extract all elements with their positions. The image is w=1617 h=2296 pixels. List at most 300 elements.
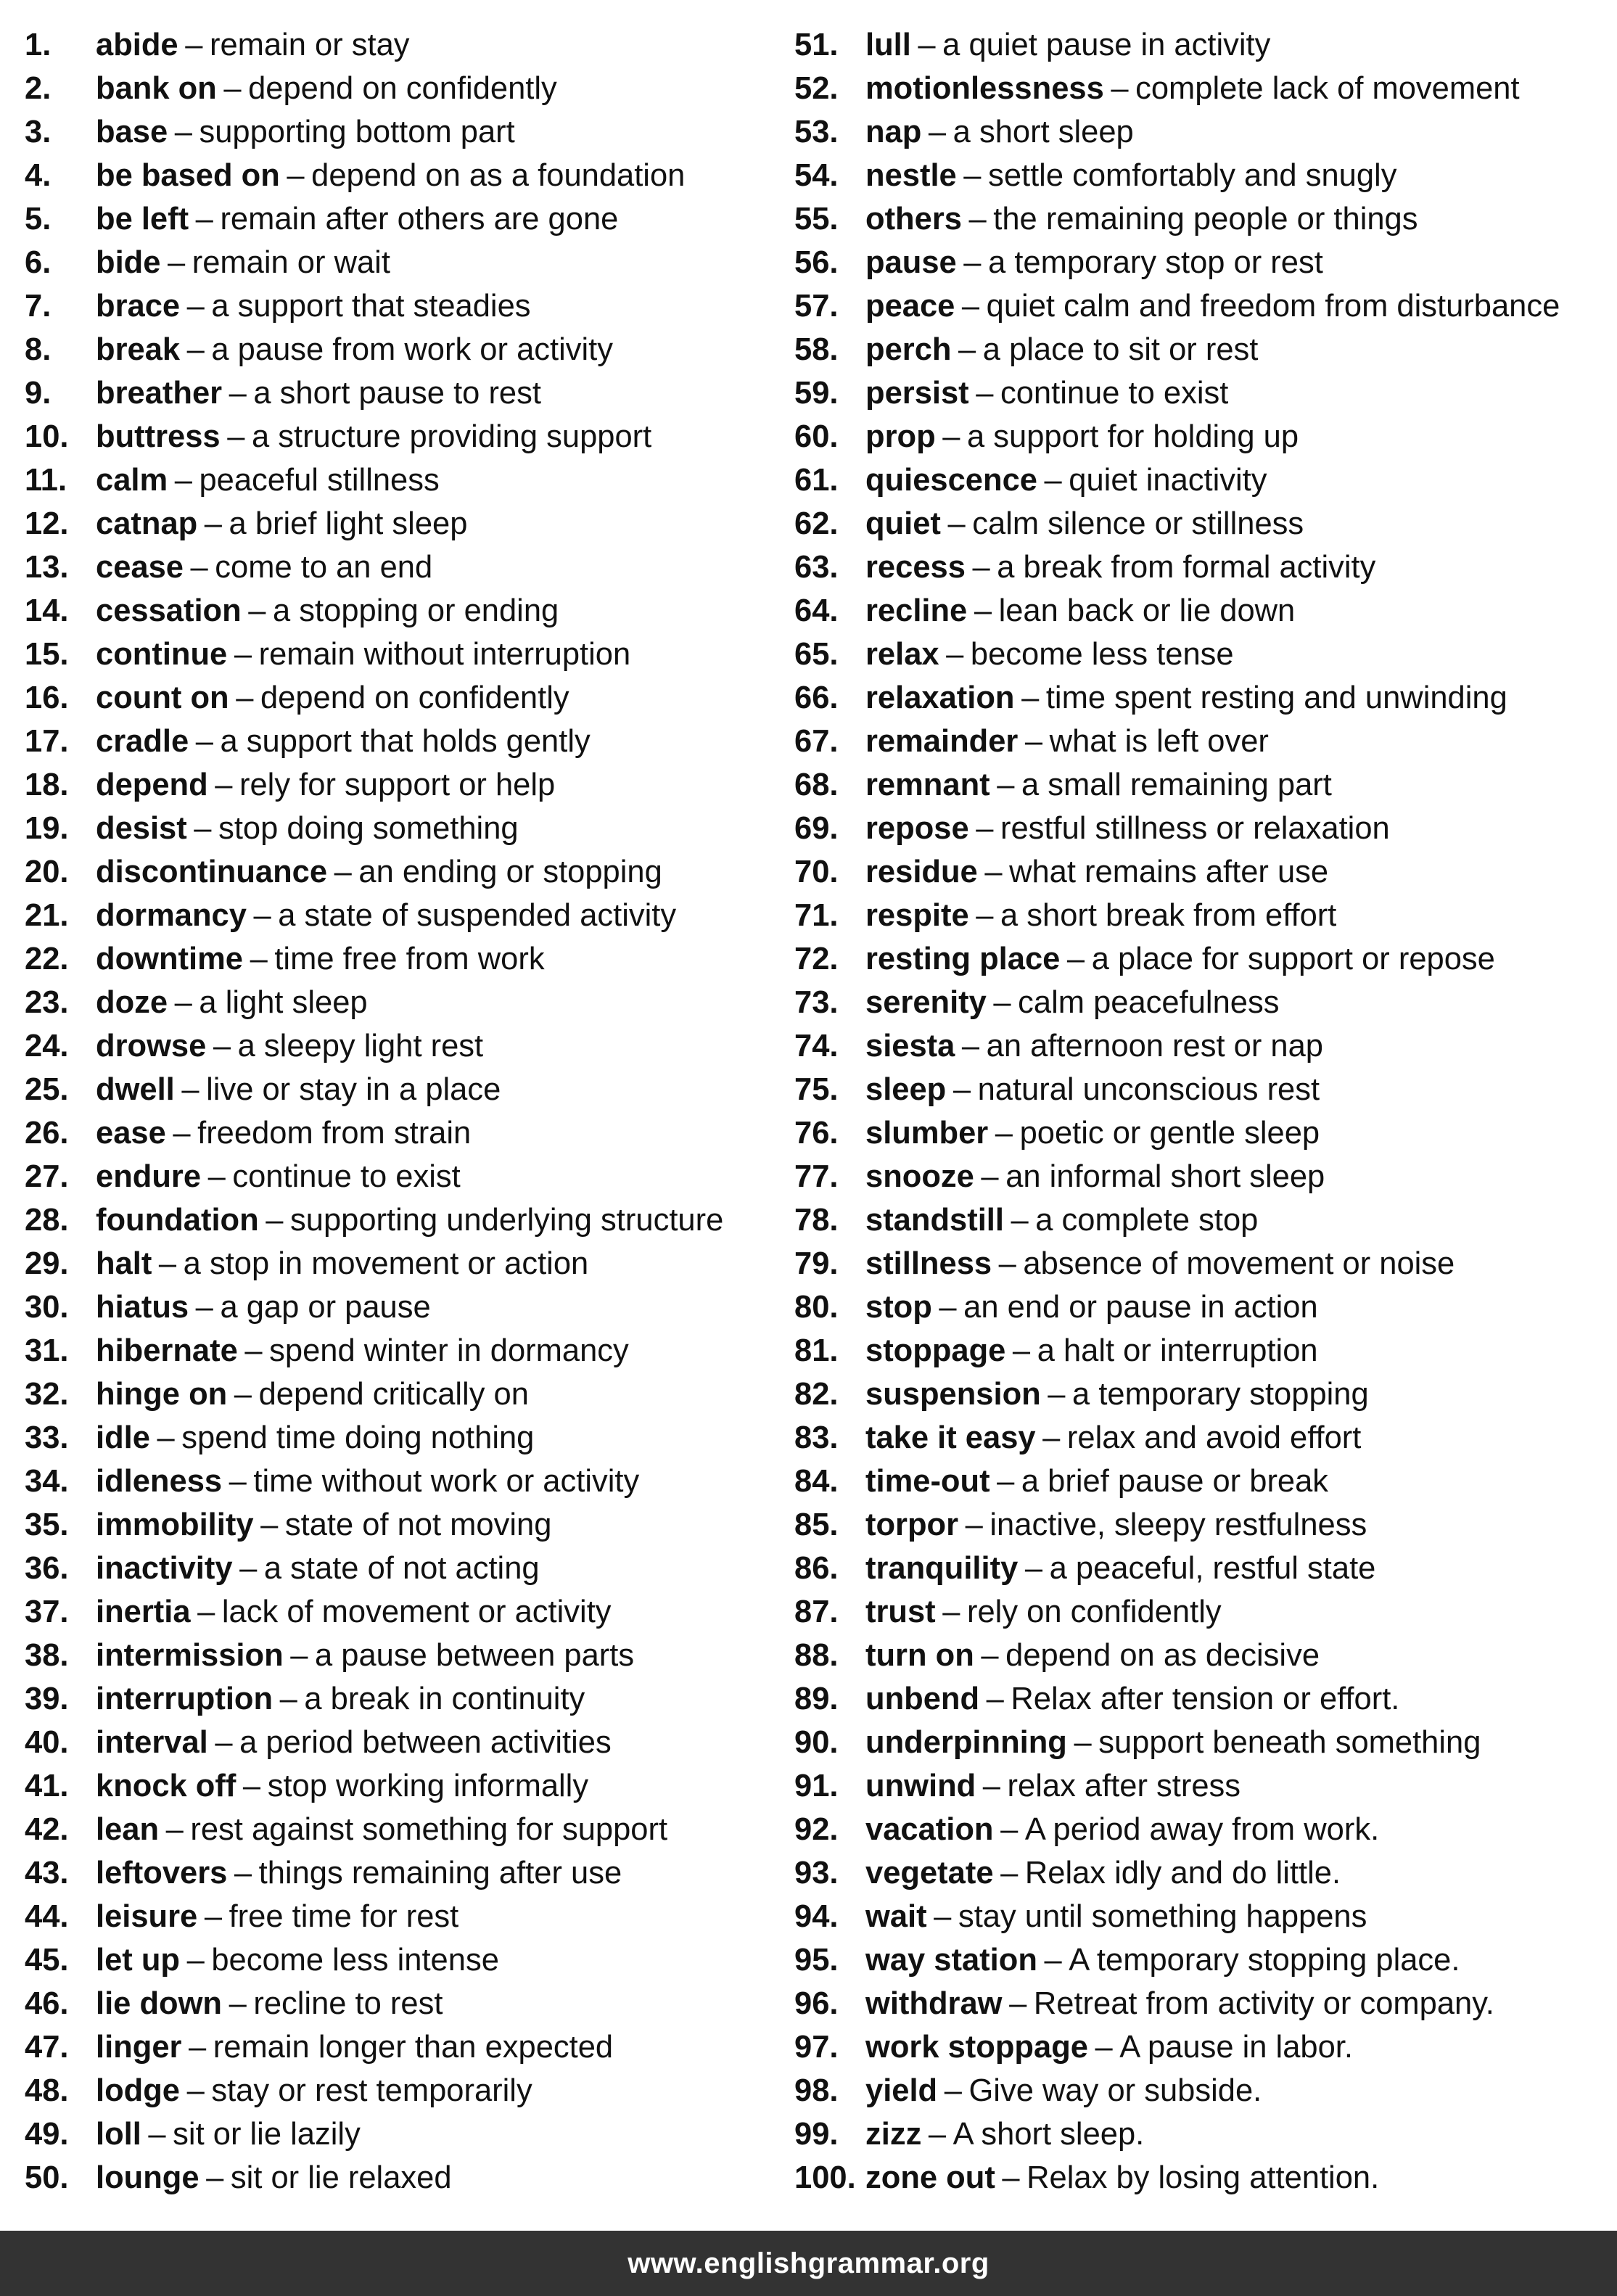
item-number: 43.: [25, 1856, 69, 1890]
item-term: prop: [865, 419, 936, 454]
list-item: [25, 2112, 786, 2156]
item-definition: a complete stop: [1035, 1203, 1259, 1238]
item-definition: a support that holds gently: [220, 724, 591, 759]
item-separator: –: [1044, 463, 1062, 498]
list-item: [794, 415, 1607, 458]
list-item: [794, 1851, 1607, 1895]
item-term: downtime: [96, 942, 243, 976]
item-number: 37.: [25, 1595, 69, 1629]
item-definition: a gap or pause: [220, 1290, 431, 1325]
item-number: 49.: [25, 2117, 69, 2152]
item-definition: become less tense: [970, 637, 1234, 672]
item-term: interval: [96, 1725, 208, 1760]
footer-url[interactable]: www.englishgrammar.org: [628, 2247, 989, 2279]
item-term: zone out: [865, 2160, 995, 2195]
item-separator: –: [1021, 680, 1040, 715]
item-number: 12.: [25, 506, 69, 541]
footer-bar: [0, 2231, 1617, 2296]
item-term: zizz: [865, 2117, 922, 2152]
item-number: 65.: [794, 637, 839, 672]
item-definition: A short sleep.: [952, 2117, 1145, 2152]
item-term: unwind: [865, 1769, 976, 1803]
item-number: 63.: [794, 550, 839, 585]
item-number: 26.: [25, 1116, 69, 1151]
list-item: [794, 110, 1607, 154]
item-number: 8.: [25, 332, 52, 367]
item-separator: –: [928, 2117, 947, 2152]
list-item: [794, 1590, 1607, 1634]
item-term: time-out: [865, 1464, 990, 1499]
list-item: [25, 1242, 786, 1285]
item-term: perch: [865, 332, 952, 367]
item-definition: a place to sit or rest: [982, 332, 1259, 367]
item-definition: what is left over: [1049, 724, 1269, 759]
item-separator: –: [234, 637, 252, 672]
list-item: [794, 154, 1607, 197]
item-separator: –: [248, 593, 266, 628]
item-separator: –: [290, 1638, 308, 1673]
list-item: [25, 23, 786, 67]
item-term: depend: [96, 768, 208, 802]
item-separator: –: [174, 985, 192, 1020]
item-term: bank on: [96, 71, 217, 106]
list-item: [25, 1111, 786, 1155]
item-number: 54.: [794, 158, 839, 193]
item-number: 85.: [794, 1507, 839, 1542]
item-definition: a place for support or repose: [1091, 942, 1495, 976]
item-definition: stop working informally: [267, 1769, 589, 1803]
item-definition: free time for rest: [229, 1899, 459, 1934]
item-definition: remain after others are gone: [220, 202, 619, 236]
list-item: [25, 1198, 786, 1242]
item-number: 92.: [794, 1812, 839, 1847]
item-number: 5.: [25, 202, 52, 236]
item-separator: –: [250, 942, 268, 976]
item-separator: –: [961, 1029, 980, 1063]
item-separator: –: [965, 1507, 983, 1542]
item-number: 70.: [794, 855, 839, 889]
list-item: [25, 1721, 786, 1764]
item-definition: a quiet pause in activity: [942, 28, 1271, 62]
item-separator: –: [993, 985, 1011, 1020]
item-definition: a break in continuity: [304, 1682, 585, 1716]
item-separator: –: [181, 1072, 199, 1107]
item-separator: –: [976, 811, 994, 846]
list-item: [25, 894, 786, 937]
item-term: relax: [865, 637, 939, 672]
item-definition: complete lack of movement: [1135, 71, 1520, 106]
item-definition: freedom from strain: [197, 1116, 472, 1151]
item-term: repose: [865, 811, 969, 846]
item-term: catnap: [96, 506, 198, 541]
item-definition: stay until something happens: [958, 1899, 1367, 1934]
item-number: 9.: [25, 376, 52, 411]
list-item: [794, 1460, 1607, 1503]
item-term: doze: [96, 985, 168, 1020]
item-separator: –: [952, 1072, 971, 1107]
item-definition: a sleepy light rest: [237, 1029, 484, 1063]
item-definition: stop doing something: [218, 811, 519, 846]
list-item: [25, 763, 786, 807]
item-term: serenity: [865, 985, 987, 1020]
item-definition: a brief pause or break: [1021, 1464, 1329, 1499]
list-item: [25, 241, 786, 284]
list-item: [25, 1938, 786, 1982]
list-item: [794, 1373, 1607, 1416]
item-definition: remain or stay: [209, 28, 410, 62]
item-number: 52.: [794, 71, 839, 106]
item-separator: –: [195, 202, 213, 236]
item-term: underpinning: [865, 1725, 1067, 1760]
item-number: 36.: [25, 1551, 69, 1586]
item-separator: –: [984, 855, 1003, 889]
item-definition: A pause in labor.: [1119, 2030, 1353, 2065]
item-term: cease: [96, 550, 184, 585]
list-item: [794, 1677, 1607, 1721]
list-item: [794, 1634, 1607, 1677]
list-item: [794, 1242, 1607, 1285]
item-definition: Relax by losing attention.: [1026, 2160, 1380, 2195]
item-definition: a stopping or ending: [273, 593, 559, 628]
list-item: [25, 676, 786, 720]
item-term: idle: [96, 1420, 150, 1455]
item-separator: –: [186, 289, 205, 324]
list-item: [794, 546, 1607, 589]
item-definition: the remaining people or things: [993, 202, 1418, 236]
item-number: 48.: [25, 2073, 69, 2108]
item-separator: –: [1048, 1377, 1066, 1412]
item-term: standstill: [865, 1203, 1004, 1238]
item-separator: –: [207, 1159, 226, 1194]
item-separator: –: [986, 1682, 1004, 1716]
item-separator: –: [167, 245, 186, 280]
item-definition: rely for support or help: [239, 768, 556, 802]
list-item: [794, 1024, 1607, 1068]
item-term: nap: [865, 115, 922, 149]
list-item: [25, 1851, 786, 1895]
item-number: 27.: [25, 1159, 69, 1194]
list-item: [794, 241, 1607, 284]
item-term: withdraw: [865, 1986, 1003, 2021]
item-number: 97.: [794, 2030, 839, 2065]
item-term: quiet: [865, 506, 941, 541]
item-number: 59.: [794, 376, 839, 411]
item-separator: –: [260, 1507, 279, 1542]
list-item: [794, 720, 1607, 763]
item-separator: –: [972, 550, 990, 585]
list-item: [25, 1416, 786, 1460]
item-number: 79.: [794, 1246, 839, 1281]
item-term: calm: [96, 463, 168, 498]
item-term: stoppage: [865, 1333, 1006, 1368]
item-term: be based on: [96, 158, 280, 193]
item-separator: –: [242, 1769, 261, 1803]
item-definition: absence of movement or noise: [1023, 1246, 1455, 1281]
item-number: 51.: [794, 28, 839, 62]
list-item: [25, 1590, 786, 1634]
item-definition: recline to rest: [253, 1986, 443, 2021]
item-number: 33.: [25, 1420, 69, 1455]
item-separator: –: [944, 2073, 962, 2108]
item-definition: spend winter in dormancy: [269, 1333, 629, 1368]
item-separator: –: [253, 898, 271, 933]
item-term: remnant: [865, 768, 990, 802]
item-number: 2.: [25, 71, 52, 106]
list-item: [794, 2025, 1607, 2069]
item-term: let up: [96, 1943, 180, 1978]
item-term: snooze: [865, 1159, 974, 1194]
item-definition: depend on as decisive: [1005, 1638, 1320, 1673]
item-separator: –: [204, 1899, 223, 1934]
item-separator: –: [190, 550, 208, 585]
item-number: 95.: [794, 1943, 839, 1978]
item-separator: –: [236, 680, 254, 715]
list-item: [794, 1503, 1607, 1547]
list-item: [794, 1895, 1607, 1938]
item-definition: state of not moving: [284, 1507, 552, 1542]
list-item: [25, 67, 786, 110]
item-term: leisure: [96, 1899, 198, 1934]
item-definition: continue to exist: [232, 1159, 461, 1194]
item-definition: a state of not acting: [263, 1551, 540, 1586]
item-number: 16.: [25, 680, 69, 715]
list-item: [25, 1024, 786, 1068]
item-separator: –: [206, 2160, 224, 2195]
item-separator: –: [963, 158, 982, 193]
item-number: 94.: [794, 1899, 839, 1934]
item-term: brace: [96, 289, 181, 324]
item-number: 1.: [25, 28, 52, 62]
item-separator: –: [174, 463, 192, 498]
item-separator: –: [963, 245, 982, 280]
item-number: 73.: [794, 985, 839, 1020]
item-separator: –: [1095, 2030, 1113, 2065]
item-term: unbend: [865, 1682, 980, 1716]
item-number: 64.: [794, 593, 839, 628]
item-definition: lack of movement or activity: [221, 1595, 612, 1629]
item-number: 60.: [794, 419, 839, 454]
list-item: [794, 1416, 1607, 1460]
item-number: 32.: [25, 1377, 69, 1412]
item-separator: –: [1074, 1725, 1092, 1760]
item-separator: –: [918, 28, 936, 62]
item-number: 44.: [25, 1899, 69, 1934]
item-term: inactivity: [96, 1551, 233, 1586]
item-term: interruption: [96, 1682, 273, 1716]
item-definition: Retreat from activity or company.: [1033, 1986, 1494, 2021]
item-term: persist: [865, 376, 969, 411]
item-number: 62.: [794, 506, 839, 541]
item-definition: a small remaining part: [1021, 768, 1332, 802]
list-item: [25, 1808, 786, 1851]
item-number: 14.: [25, 593, 69, 628]
item-definition: a light sleep: [199, 985, 368, 1020]
item-term: stillness: [865, 1246, 992, 1281]
item-number: 25.: [25, 1072, 69, 1107]
item-number: 80.: [794, 1290, 839, 1325]
item-term: yield: [865, 2073, 938, 2108]
item-definition: spend time doing nothing: [181, 1420, 535, 1455]
item-term: way station: [865, 1943, 1037, 1978]
list-item: [794, 1982, 1607, 2025]
item-separator: –: [928, 115, 947, 149]
item-term: respite: [865, 898, 969, 933]
list-item: [794, 807, 1607, 850]
item-separator: –: [946, 637, 964, 672]
item-definition: support beneath something: [1098, 1725, 1481, 1760]
item-definition: a period between activities: [239, 1725, 612, 1760]
item-term: suspension: [865, 1377, 1041, 1412]
item-definition: poetic or gentle sleep: [1019, 1116, 1320, 1151]
item-number: 31.: [25, 1333, 69, 1368]
list-item: [25, 1547, 786, 1590]
item-number: 55.: [794, 202, 839, 236]
item-number: 40.: [25, 1725, 69, 1760]
item-number: 76.: [794, 1116, 839, 1151]
item-number: 29.: [25, 1246, 69, 1281]
list-item: [25, 633, 786, 676]
list-item: [25, 1329, 786, 1373]
item-separator: –: [968, 202, 987, 236]
item-number: 84.: [794, 1464, 839, 1499]
item-separator: –: [186, 1943, 205, 1978]
item-number: 24.: [25, 1029, 69, 1063]
item-definition: Relax idly and do little.: [1024, 1856, 1341, 1890]
item-term: torpor: [865, 1507, 959, 1542]
item-term: discontinuance: [96, 855, 328, 889]
item-separator: –: [223, 71, 242, 106]
item-number: 3.: [25, 115, 52, 149]
item-term: tranquility: [865, 1551, 1019, 1586]
item-number: 61.: [794, 463, 839, 498]
list-item: [794, 1155, 1607, 1198]
list-item: [794, 2069, 1607, 2112]
item-separator: –: [1024, 724, 1043, 759]
list-item: [25, 589, 786, 633]
item-term: endure: [96, 1159, 202, 1194]
item-separator: –: [947, 506, 966, 541]
item-separator: –: [244, 1333, 263, 1368]
item-term: wait: [865, 1899, 927, 1934]
item-term: foundation: [96, 1203, 259, 1238]
item-separator: –: [997, 768, 1015, 802]
list-item: [25, 1503, 786, 1547]
item-number: 56.: [794, 245, 839, 280]
item-separator: –: [234, 1856, 252, 1890]
item-definition: a support for holding up: [966, 419, 1299, 454]
item-term: lounge: [96, 2160, 199, 2195]
item-number: 77.: [794, 1159, 839, 1194]
item-number: 87.: [794, 1595, 839, 1629]
item-definition: sit or lie lazily: [173, 2117, 361, 2152]
list-item: [25, 284, 786, 328]
item-definition: a short break from effort: [1000, 898, 1337, 933]
item-term: abide: [96, 28, 178, 62]
list-item: [25, 1285, 786, 1329]
list-item: [794, 589, 1607, 633]
item-term: turn on: [865, 1638, 974, 1673]
list-item: [794, 633, 1607, 676]
item-definition: relax and avoid effort: [1066, 1420, 1362, 1455]
item-term: base: [96, 115, 168, 149]
item-separator: –: [974, 593, 992, 628]
item-number: 23.: [25, 985, 69, 1020]
item-term: lie down: [96, 1986, 222, 2021]
item-definition: continue to exist: [1000, 376, 1229, 411]
item-definition: supporting bottom part: [199, 115, 515, 149]
list-item: [25, 415, 786, 458]
list-item: [794, 1285, 1607, 1329]
item-definition: a halt or interruption: [1037, 1333, 1318, 1368]
list-item: [794, 197, 1607, 241]
item-definition: sit or lie relaxed: [230, 2160, 452, 2195]
item-separator: –: [195, 724, 213, 759]
item-term: recline: [865, 593, 968, 628]
item-term: linger: [96, 2030, 182, 2065]
item-term: lodge: [96, 2073, 180, 2108]
item-definition: a temporary stop or rest: [988, 245, 1323, 280]
item-number: 47.: [25, 2030, 69, 2065]
item-definition: remain or wait: [192, 245, 390, 280]
item-definition: relax after stress: [1007, 1769, 1241, 1803]
item-number: 69.: [794, 811, 839, 846]
item-term: relaxation: [865, 680, 1015, 715]
item-number: 81.: [794, 1333, 839, 1368]
list-item: [25, 981, 786, 1024]
item-term: cradle: [96, 724, 189, 759]
item-separator: –: [1012, 1333, 1031, 1368]
item-number: 57.: [794, 289, 839, 324]
item-definition: depend critically on: [258, 1377, 529, 1412]
list-item: [25, 720, 786, 763]
item-number: 15.: [25, 637, 69, 672]
item-number: 50.: [25, 2160, 69, 2195]
item-number: 39.: [25, 1682, 69, 1716]
item-separator: –: [227, 419, 245, 454]
item-separator: –: [213, 1029, 231, 1063]
item-number: 10.: [25, 419, 69, 454]
item-separator: –: [229, 376, 247, 411]
item-number: 72.: [794, 942, 839, 976]
item-separator: –: [976, 898, 994, 933]
item-number: 53.: [794, 115, 839, 149]
item-term: desist: [96, 811, 187, 846]
item-definition: come to an end: [215, 550, 433, 585]
item-term: immobility: [96, 1507, 254, 1542]
item-term: lull: [865, 28, 911, 62]
item-term: remainder: [865, 724, 1019, 759]
list-item: [794, 937, 1607, 981]
item-separator: –: [287, 158, 305, 193]
list-item: [25, 546, 786, 589]
item-term: idleness: [96, 1464, 223, 1499]
item-separator: –: [939, 1290, 957, 1325]
item-definition: a break from formal activity: [997, 550, 1376, 585]
list-item: [25, 502, 786, 546]
item-definition: an informal short sleep: [1005, 1159, 1325, 1194]
list-item: [794, 284, 1607, 328]
item-number: 21.: [25, 898, 69, 933]
item-term: dwell: [96, 1072, 175, 1107]
item-separator: –: [197, 1595, 215, 1629]
item-separator: –: [204, 506, 222, 541]
list-item: [794, 502, 1607, 546]
item-number: 19.: [25, 811, 69, 846]
item-term: others: [865, 202, 962, 236]
item-number: 91.: [794, 1769, 839, 1803]
item-number: 83.: [794, 1420, 839, 1455]
item-separator: –: [229, 1464, 247, 1499]
